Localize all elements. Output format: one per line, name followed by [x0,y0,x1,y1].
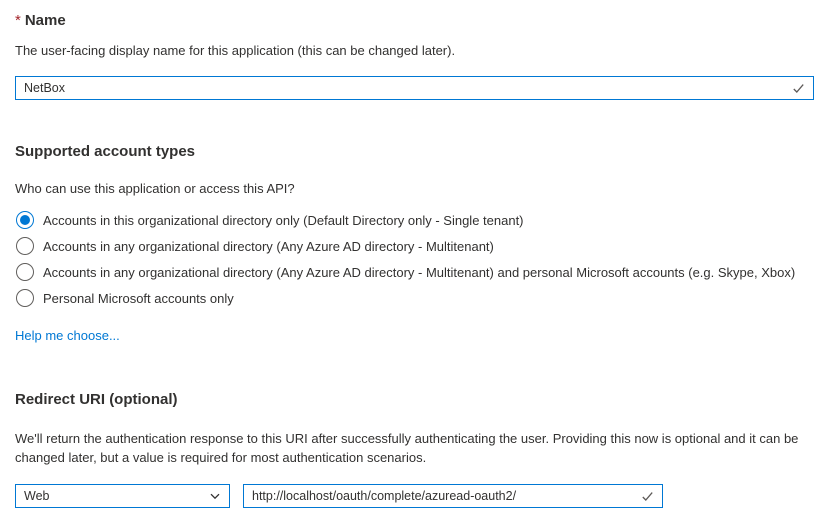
platform-select-value: Web [24,489,50,503]
radio-label: Personal Microsoft accounts only [43,290,234,306]
account-types-question: Who can use this application or access this API? [15,181,295,196]
checkmark-icon [792,82,805,95]
radio-icon [16,211,34,229]
radio-label: Accounts in any organizational directory (Any Azure AD directory - Multitenant) [43,238,494,254]
account-types-heading: Supported account types [15,143,196,160]
checkmark-icon [641,490,654,503]
redirect-uri-help-text: We'll return the authentication response to this URI after successfully authenticating the user. Providing this now is optional and it can be changed later, but a value is required for most authentication scenarios. [15,431,799,465]
radio-icon [16,237,34,255]
name-input[interactable] [24,77,786,99]
redirect-uri-controls [15,484,814,508]
radio-label: Accounts in any organizational directory (Any Azure AD directory - Multitenant) and personal Microsoft accounts (e.g. Skype, Xbox) [43,264,796,280]
account-types-section [15,143,814,345]
redirect-uri-input[interactable] [252,485,635,507]
radio-icon [16,289,34,307]
radio-icon [16,263,34,281]
name-section [15,12,814,100]
redirect-uri-section [15,391,814,508]
account-type-option-multitenant[interactable] [15,233,814,259]
name-label-text: Name [24,12,66,29]
account-type-option-multitenant-personal[interactable] [15,259,814,285]
name-label [15,12,814,29]
account-type-option-single-tenant[interactable] [15,207,814,233]
platform-select[interactable] [15,484,230,508]
chevron-down-icon [209,490,221,502]
name-input-container [15,76,814,100]
name-help-text: The user-facing display name for this application (this can be changed later). [15,43,456,58]
radio-label: Accounts in this organizational directory only (Default Directory only - Single tenant) [43,212,524,228]
redirect-uri-heading: Redirect URI (optional) [15,391,178,408]
required-marker: * [15,12,21,29]
help-me-choose-link[interactable]: Help me choose... [15,328,120,343]
redirect-uri-input-container [243,484,663,508]
account-type-option-personal-only[interactable] [15,285,814,311]
